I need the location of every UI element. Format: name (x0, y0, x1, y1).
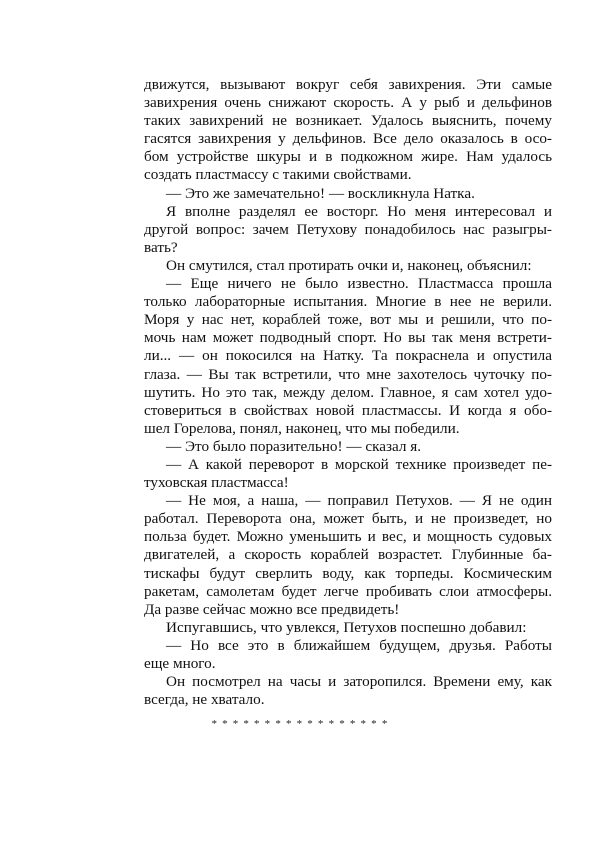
text-line: работал. Переворота она, может быть, и не произведет, но (144, 510, 552, 528)
text-line: Он посмотрел на часы и заторопился. Времени ему, как (166, 673, 552, 691)
text-line: тискафы будут сверлить воду, как торпеды. Космическим (144, 564, 552, 582)
text-line: — Это же замечательно! — воскликнула Натка. (166, 184, 475, 202)
text-line: двигателей, а скорость кораблей возрастет. Глубинные ба- (144, 546, 552, 564)
text-line: польза будет. Можно уменьшить и вес, и мощность судовых (144, 528, 552, 546)
text-line: — А какой переворот в морской технике произведет пе- (166, 455, 552, 473)
text-line: туховская пластмасса! (144, 474, 289, 492)
text-line: всегда, не хватало. (144, 691, 265, 709)
text-line: глаза. — Вы так встретили, что мне захотелось чуточку по- (144, 365, 552, 383)
body-text (144, 76, 552, 709)
text-line: только лабораторные испытания. Многие в нее не верили. (144, 293, 552, 311)
text-line: Моря у нас нет, кораблей тоже, вот мы и решили, что по- (144, 311, 552, 329)
text-line: Он смутился, стал протирать очки и, наконец, объяснил: (166, 256, 532, 274)
text-line: стовериться в свойствах новой пластмассы. И когда я обо- (144, 401, 552, 419)
text-line: — Не моя, а наша, — поправил Петухов. — Я не один (166, 492, 552, 510)
section-separator: * * * * * * * * * * * * * * * * * (211, 718, 389, 730)
text-line: гасятся завихрения у дельфинов. Все дело оказалось в осо- (144, 130, 552, 148)
text-line: ли... — он покосился на Натку. Та покраснела и опустила (144, 347, 552, 365)
text-line: создать пластмассу с такими свойствами. (144, 166, 412, 184)
text-line: ракетам, самолетам будет легче пробивать слои атмосферы. (144, 582, 552, 600)
text-line: другой вопрос: зачем Петухову понадобилось нас разыгры- (144, 220, 552, 238)
text-line: бом устройстве шкуры и в подкожном жире. Нам удалось (144, 148, 552, 166)
text-line: таких завихрений не возникает. Удалось выяснить, почему (144, 112, 552, 130)
text-line: шутить. Но это так, между делом. Главное, я сам хотел удо- (144, 383, 552, 401)
text-line: мочь нам может подводный спорт. Но вы так меня встрети- (144, 329, 552, 347)
text-line: вать? (144, 238, 178, 256)
text-line: Я вполне разделял ее восторг. Но меня интересовал и (166, 202, 552, 220)
text-line: шел Горелова, понял, наконец, что мы победили. (144, 419, 460, 437)
text-line: завихрения очень снижают скорость. А у рыб и дельфинов (144, 94, 552, 112)
text-line: еще много. (144, 655, 216, 672)
text-line: Да разве сейчас можно все предвидеть! (144, 600, 400, 618)
text-line: — Это было поразительно! — сказал я. (166, 437, 422, 455)
text-line: Испугавшись, что увлекся, Петухов поспешно добавил: (166, 618, 527, 636)
text-line: — Еще ничего не было известно. Пластмасса прошла (166, 275, 552, 293)
text-line: — Но все это в ближайшем будущем, друзья. Работы (166, 636, 552, 654)
text-line: движутся, вызывают вокруг себя завихрения. Эти самые (144, 76, 552, 93)
